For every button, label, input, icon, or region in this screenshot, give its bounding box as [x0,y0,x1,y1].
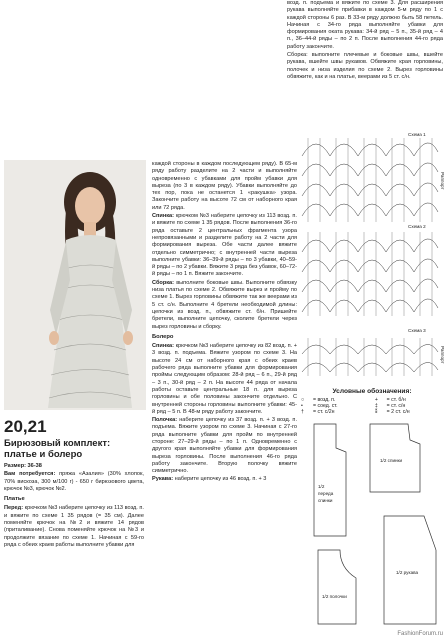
legend-symbol: † [301,409,304,415]
right-column-text [287,0,443,82]
size-label: Размер: 36-38 [4,463,42,469]
pattern-pieces [300,418,446,636]
half-label: 1/2 [318,484,325,489]
paragraph: возд. п. подъема и вяжите по схеме 3. Для расширения рукава выполняйте прибавки в каждом 5-м ряду по 1 с каждой стороны 6 раз. В 33-м ряду должно быть 58 петель. Начиная с 34-го ряда выполняйте убавки для формирования оката рукава: 34-й ряд – 5 п., 35-й ряд – 4 п., 36–44-й ряды – по 2 п. После выполнения 44-го ряда работу закончите. [287,0,443,50]
polochka-paragraph [152,417,297,475]
rapport-label: Раппорт [440,172,445,190]
back-text: крючком №3 наберите цепочку из 113 возд. п. и вяжите по схеме 1 35 рядов. После выполнения 36-го ряда оставьте 2 центральных фрагмента узора непровязанными и разделите работу на 2 части для формирования выреза. Обе части далее вяжите отдельно симметрично; с внутренней части выреза выполните убавки: 36–39-й ряды – по 3 убавки, 40–59-й ряды – по 2 убавки. Вяжите 3 ряда без убавок, 60–72-й ряды – по 1 п. Вяжите закончите. [152,213,298,278]
scheme2-fans [302,239,438,312]
watermark: FashionForum.ru [397,631,443,637]
front-label: переда [318,491,334,496]
scheme2-label: Схема 2 [408,224,426,229]
bolero-back-label: 1/2 спинки [380,458,403,463]
bolero-back-label: Спинка: [152,343,175,350]
model-photo [4,160,146,410]
assembly-label: Сборка: [152,279,175,286]
scheme3-label: Схема 3 [408,328,426,333]
bolero-back-paragraph [152,343,297,416]
legend-text: = 2 ст. с/н [386,409,410,415]
sleeve-paragraph [152,476,297,483]
polochka-text: наберите цепочку из 37 возд. п. + 3 возд. п. подъема. Вяжите узором по схеме 3. Начиная с 27-го ряда выполните убавки для пройм по внутренней стороне: 27–29-й ряды – по 1 п. Одновременно с другого края выполняйте убавки для формирования выреза горловины. После выполнения 46-го ряда работу закончите. Вторую полочку вяжите симметрично. [152,417,297,475]
legend-text: = ст. б/н [386,397,406,403]
scheme1-fans [302,143,438,216]
assembly-text: выполните боковые швы. Выполните обвязку низа платья по схеме 2. Обвяжите вырез и пройму по схеме 1. Вырез горловины обвяжите так же веерами из 5 ст. с/н. Выполните 4 бретели необходимой длины: цепочки из возд. п., обвяжите ст. б/н. Пришейте бретели, выполните цепочку, сколите бретели через вырез горловины и сборку. [152,279,297,330]
back-paragraph [152,213,297,279]
legend-text: = ст. с/н [386,403,406,409]
materials-paragraph [4,471,144,493]
legend-text: = возд. п. [313,397,336,403]
sleeve-piece-label: 1/2 рукава [396,570,419,575]
materials-text: пряжа «Азалия» (30% хлопок, 70% вискоза, 300 м/100 г) - 650 г бирюзового цвета, крючок №3, крючок №2. [4,471,144,492]
back-label: спинки [318,498,333,503]
legend-symbol: ○ [301,397,305,403]
intro-paragraph: каждой стороны в каждом последующем ряду). В 65-м ряду работу разделите на 2 части и выполняйте одновременно с убавками для пройм убавки для выреза (по 3 в каждом ряду). Убавки выполняйте до тех пор, пока не останется 1 «ракушка» узора. Закончите работу на высоте 72 см от наборного края или 72 ряда. [152,161,297,211]
polochka-label: Полочка: [152,417,178,424]
dress-pattern-piece [314,424,346,536]
scheme3-fans [302,344,438,372]
middle-column-text [152,161,297,485]
front-text: крючком №3 наберите цепочку из 113 возд. п. и вяжите по схеме 1 35 рядов (= 35 см). Далее поменяйте крючок на №2 и вяжите 14 рядов (приталивание). Снова поменяйте крючок на №3 и продолжите вязание по схеме 1. Начиная с 59-го ряда с обеих краев работы выполните убавки для [4,505,144,548]
legend-symbol: • [301,403,303,409]
polochka-piece-label: 1/2 полочки [322,594,347,599]
model-number: 20,21 [4,417,47,436]
legend-table [300,397,444,415]
assembly-paragraph [152,280,297,331]
rapport-label-2: Раппорт [440,346,445,364]
legend [300,388,444,415]
bolero-heading: Болеро [152,333,174,340]
scheme1-label: Схема 1 [408,132,426,137]
sleeve-text: наберите цепочку из 46 возд. п. + 3 [173,476,267,483]
polochka-piece [318,550,356,624]
materials-label: Вам потребуется: [4,471,56,478]
legend-symbol: + [374,397,378,403]
dress-heading: Платье [4,496,25,503]
legend-title: Условные обозначения: [332,388,412,395]
model-title: Бирюзовый комплект: платье и болеро [4,438,111,460]
bolero-back-text: крючком №3 наберите цепочку из 82 возд. п. + 3 возд. п. подъема. Вяжите узором по схеме 3. На высоте 24 см от наборного края с обеих краев рабочего ряда выполните убавки для формирования проймы следующим образом: 28-й ряд – 6 п., 29-й ряд – 3 п., 30-й ряд – 2 п. На высоте 44 ряда от начала работы оставьте центральные 18 п. для выреза горловины и обе половины закончите отдельно. С внутренней стороны горловины выполните убавки: 45-й ряд – 5 п. В 48-м ряду работу закончите. [152,343,297,415]
left-column-text [4,418,144,550]
crochet-schemes [298,132,444,384]
legend-symbol: ⁑ [374,409,378,415]
paragraph: Сборка: выполните плечевые и боковые швы, вшейте рукава, вшейте швы рукавов. Обвяжите края горловины, полочек и низа изделия по схеме 2. Вырез горловины обвяжите, как и на платье, веерами из 5 ст. с/н. [287,52,443,80]
back-label: Спинка: [152,213,175,220]
legend-symbol: ‡ [374,403,378,409]
legend-text: = ст. с/2н [313,409,335,415]
front-label: Перед: [4,505,24,512]
sleeve-label: Рукава: [152,476,174,483]
front-paragraph [4,505,144,549]
legend-text: = соед. ст. [313,403,338,409]
